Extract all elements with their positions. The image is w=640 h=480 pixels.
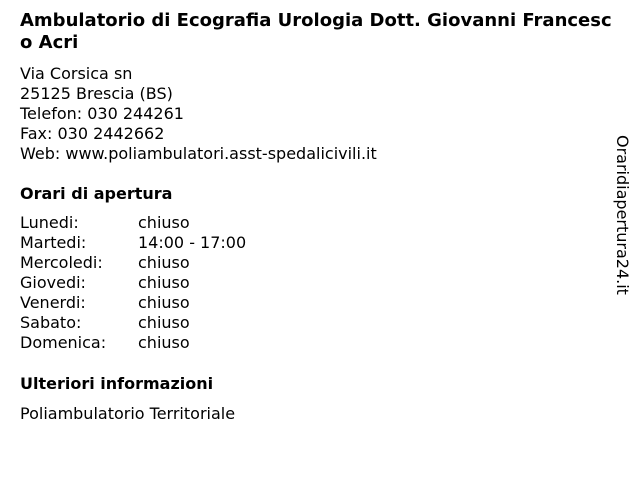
day-label: Venerdi: <box>20 293 86 312</box>
day-label: Martedi: <box>20 233 87 252</box>
site-watermark <box>611 135 633 310</box>
day-hours: chiuso <box>138 293 190 312</box>
day-label: Mercoledi: <box>20 253 103 272</box>
website-link[interactable]: Web: www.poliambulatori.asst-spedalicivili.it <box>20 144 377 163</box>
page-title: Ambulatorio di Ecografia Urologia Dott. Giovanni Francesco Acri <box>20 10 612 53</box>
day-hours: chiuso <box>138 273 190 292</box>
hours-row-monday <box>20 213 246 233</box>
city-postal: 25125 Brescia (BS) <box>20 84 173 103</box>
fax-number: Fax: 030 2442662 <box>20 124 165 143</box>
hours-row-friday <box>20 293 246 313</box>
opening-hours-table <box>20 213 246 353</box>
day-hours: 14:00 - 17:00 <box>138 233 247 252</box>
further-info-text: Poliambulatorio Territoriale <box>20 404 236 423</box>
hours-row-sunday <box>20 333 246 353</box>
watermark-text: Oraridiapertura24.it <box>613 135 632 295</box>
day-label: Giovedi: <box>20 273 86 292</box>
hours-row-wednesday <box>20 253 246 273</box>
day-label: Domenica: <box>20 333 107 352</box>
day-hours: chiuso <box>138 213 190 232</box>
hours-row-tuesday <box>20 233 246 253</box>
day-hours: chiuso <box>138 253 190 272</box>
street-address: Via Corsica sn <box>20 64 133 83</box>
day-hours: chiuso <box>138 313 190 332</box>
opening-hours-heading: Orari di apertura <box>20 184 173 203</box>
further-info-heading: Ulteriori informazioni <box>20 374 214 393</box>
day-hours: chiuso <box>138 333 190 352</box>
day-label: Lunedi: <box>20 213 79 232</box>
hours-row-saturday <box>20 313 246 333</box>
phone-number: Telefon: 030 244261 <box>20 104 184 123</box>
address-block <box>20 64 377 164</box>
hours-row-thursday <box>20 273 246 293</box>
day-label: Sabato: <box>20 313 82 332</box>
